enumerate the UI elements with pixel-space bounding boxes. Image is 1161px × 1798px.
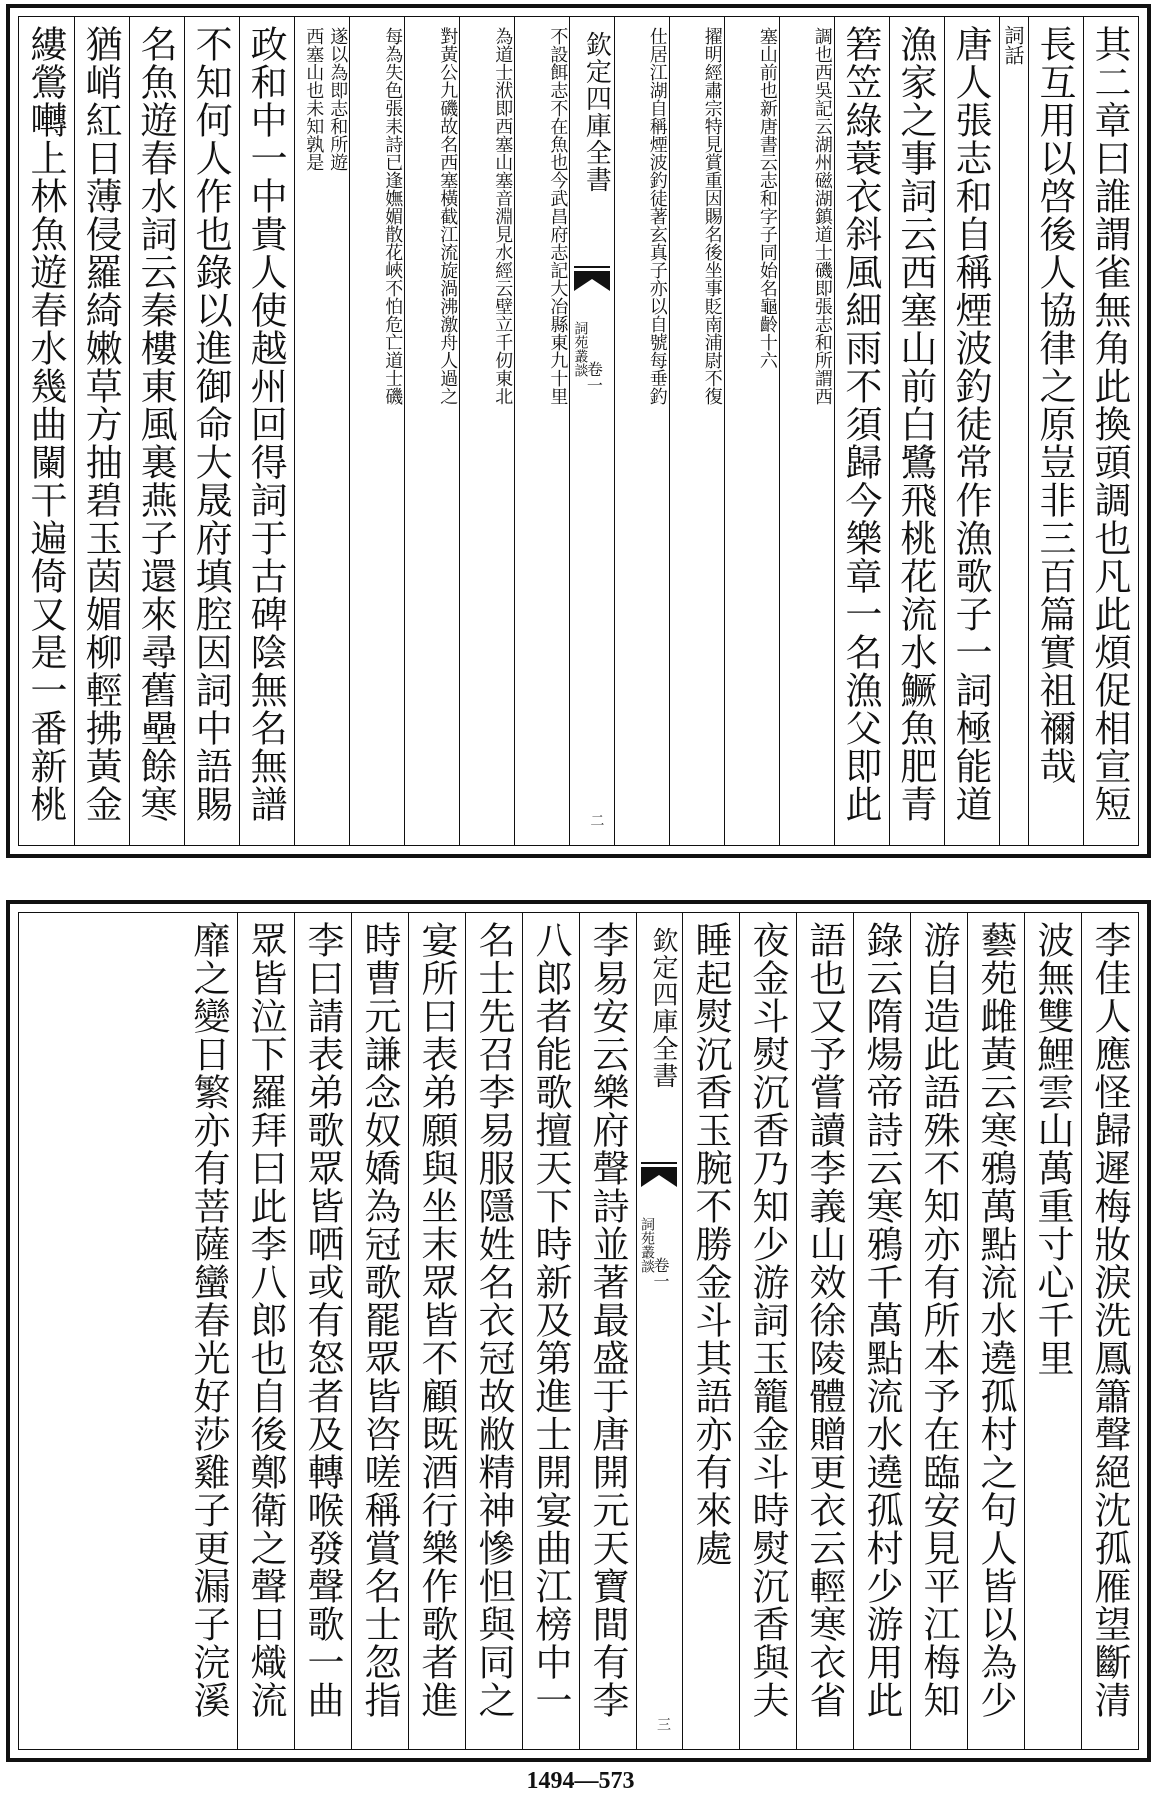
bottom-page (6, 900, 1151, 1762)
annotation-line: 對黃公九磯故名西塞橫截江流旋渦沸激舟人過之 (437, 27, 459, 405)
top-note: 詞話 (1000, 25, 1025, 65)
annotation-line: 遂以為即志和所遊 (327, 27, 349, 171)
annotation-line: 西塞山也未知孰是 (303, 27, 325, 171)
fish-tail-mark-icon (574, 265, 610, 295)
annotation-column (779, 17, 834, 845)
text-column: 名魚遊春水詞云秦樓東風裏燕子還來尋舊壘餘寒 (129, 17, 184, 845)
top-page (6, 4, 1151, 858)
annotation-line: 調也西吳記云湖州磁湖鎮道士磯即張志和所謂西 (811, 27, 833, 405)
center-volume: 卷一 (651, 1257, 670, 1289)
text-column: 長互用以啓後人協律之原豈非三百篇實祖禰哉 (1028, 17, 1083, 845)
text-column: 語也又予嘗讀李義山效徐陵體贈更衣云輕寒衣省 (796, 913, 853, 1749)
text-column: 箬笠綠蓑衣斜風細雨不須歸今樂章一名漁父即此 (834, 17, 889, 845)
annotation-line: 仕居江湖自稱煙波釣徒著玄真子亦以自號每垂釣 (646, 27, 668, 405)
center-fold (636, 913, 682, 1749)
text-column: 李曰請表弟歌眾皆哂或有怒者及轉喉發聲歌一曲 (294, 913, 351, 1749)
annotation-line: 每為失色張耒詩已逢嫵媚散花峽不怕危亡道士磯 (382, 27, 404, 405)
text-column: 漁家之事詞云西塞山前白鷺飛桃花流水鱖魚肥青 (889, 17, 944, 845)
text-column: 睡起熨沉香玉腕不勝金斗其語亦有來處 (682, 913, 739, 1749)
end-note-column (999, 17, 1028, 845)
text-column: 李佳人應怪歸遲梅妝淚洗鳳簫聲絕沈孤雁望斷清 (1081, 913, 1138, 1749)
center-title: 欽定四庫全書 (581, 31, 612, 193)
annotation-line: 為道士洑即西塞山塞音淵見水經云壁立千仞東北 (492, 27, 514, 405)
top-page-frame (18, 16, 1139, 846)
annotation-column (294, 17, 349, 845)
text-column: 八郎者能歌擅天下時新及第進士開宴曲江榜中一 (522, 913, 579, 1749)
text-column: 政和中一中貴人使越州回得詞于古碑陰無名無譜 (239, 17, 294, 845)
annotation-line: 擢明經肅宗特見賞重因賜名後坐事貶南浦尉不復 (701, 27, 723, 405)
page-footer-number: 1494—573 (526, 1768, 635, 1794)
text-column: 名士先召李易服隱姓名衣冠故敝精神慘怛與同之 (465, 913, 522, 1749)
text-column: 宴所曰表弟願與坐末眾皆不顧既酒行樂作歌者進 (408, 913, 465, 1749)
text-column: 游自造此語殊不知亦有所本予在臨安見平江梅知 (910, 913, 967, 1749)
center-book-title: 詞苑叢談 (639, 1217, 655, 1273)
center-title: 欽定四庫全書 (648, 927, 678, 1089)
text-column: 藝苑雌黃云寒鴉萬點流水遶孤村之句人皆以為少 (967, 913, 1024, 1749)
center-fold (569, 17, 613, 845)
bottom-page-frame (18, 912, 1139, 1750)
annotation-column (724, 17, 779, 845)
annotation-column (404, 17, 459, 845)
fish-tail-mark-icon (641, 1161, 677, 1191)
text-column: 波無雙鯉雲山萬重寸心千里 (1024, 913, 1081, 1749)
center-page-number: 三 (655, 1717, 671, 1731)
annotation-line: 塞山前也新唐書云志和字子同始名龜齡十六 (756, 27, 778, 369)
center-page-number: 二 (588, 813, 605, 827)
text-column: 其二章曰誰謂雀無角此換頭調也凡此煩促相宣短 (1083, 17, 1138, 845)
text-column: 錄云隋煬帝詩云寒鴉千萬點流水遶孤村少游用此 (853, 913, 910, 1749)
text-column: 唐人張志和自稱煙波釣徒常作漁歌子一詞極能道 (944, 17, 999, 845)
annotation-column (459, 17, 514, 845)
text-column: 不知何人作也錄以進御命大晟府填腔因詞中語賜 (184, 17, 239, 845)
text-column: 李易安云樂府聲詩並著最盛于唐開元天寶間有李 (579, 913, 636, 1749)
annotation-column (614, 17, 669, 845)
annotation-column (514, 17, 569, 845)
annotation-column (669, 17, 724, 845)
annotation-line: 不設餌志不在魚也今武昌府志記大冶縣東九十里 (547, 27, 569, 405)
center-volume: 卷一 (584, 361, 604, 393)
center-book-title: 詞苑叢談 (572, 321, 589, 377)
text-column: 猶峭紅日薄侵羅綺嫩草方抽碧玉茵媚柳輕拂黃金 (74, 17, 129, 845)
text-column: 靡之變日繁亦有菩薩蠻春光好莎雞子更漏子浣溪 (187, 921, 230, 1719)
text-column: 夜金斗熨沉香乃知少游詞玉籠金斗時熨沉香與夫 (739, 913, 796, 1749)
annotation-column (349, 17, 404, 845)
text-column: 時曹元謙念奴嬌為冠歌罷眾皆咨嗟稱賞名士忽指 (351, 913, 408, 1749)
text-column: 縷鶯囀上林魚遊春水幾曲闌干遍倚又是一番新桃 (24, 25, 68, 823)
text-column: 眾皆泣下羅拜曰此李八郎也自後鄭衛之聲日熾流 (237, 913, 294, 1749)
